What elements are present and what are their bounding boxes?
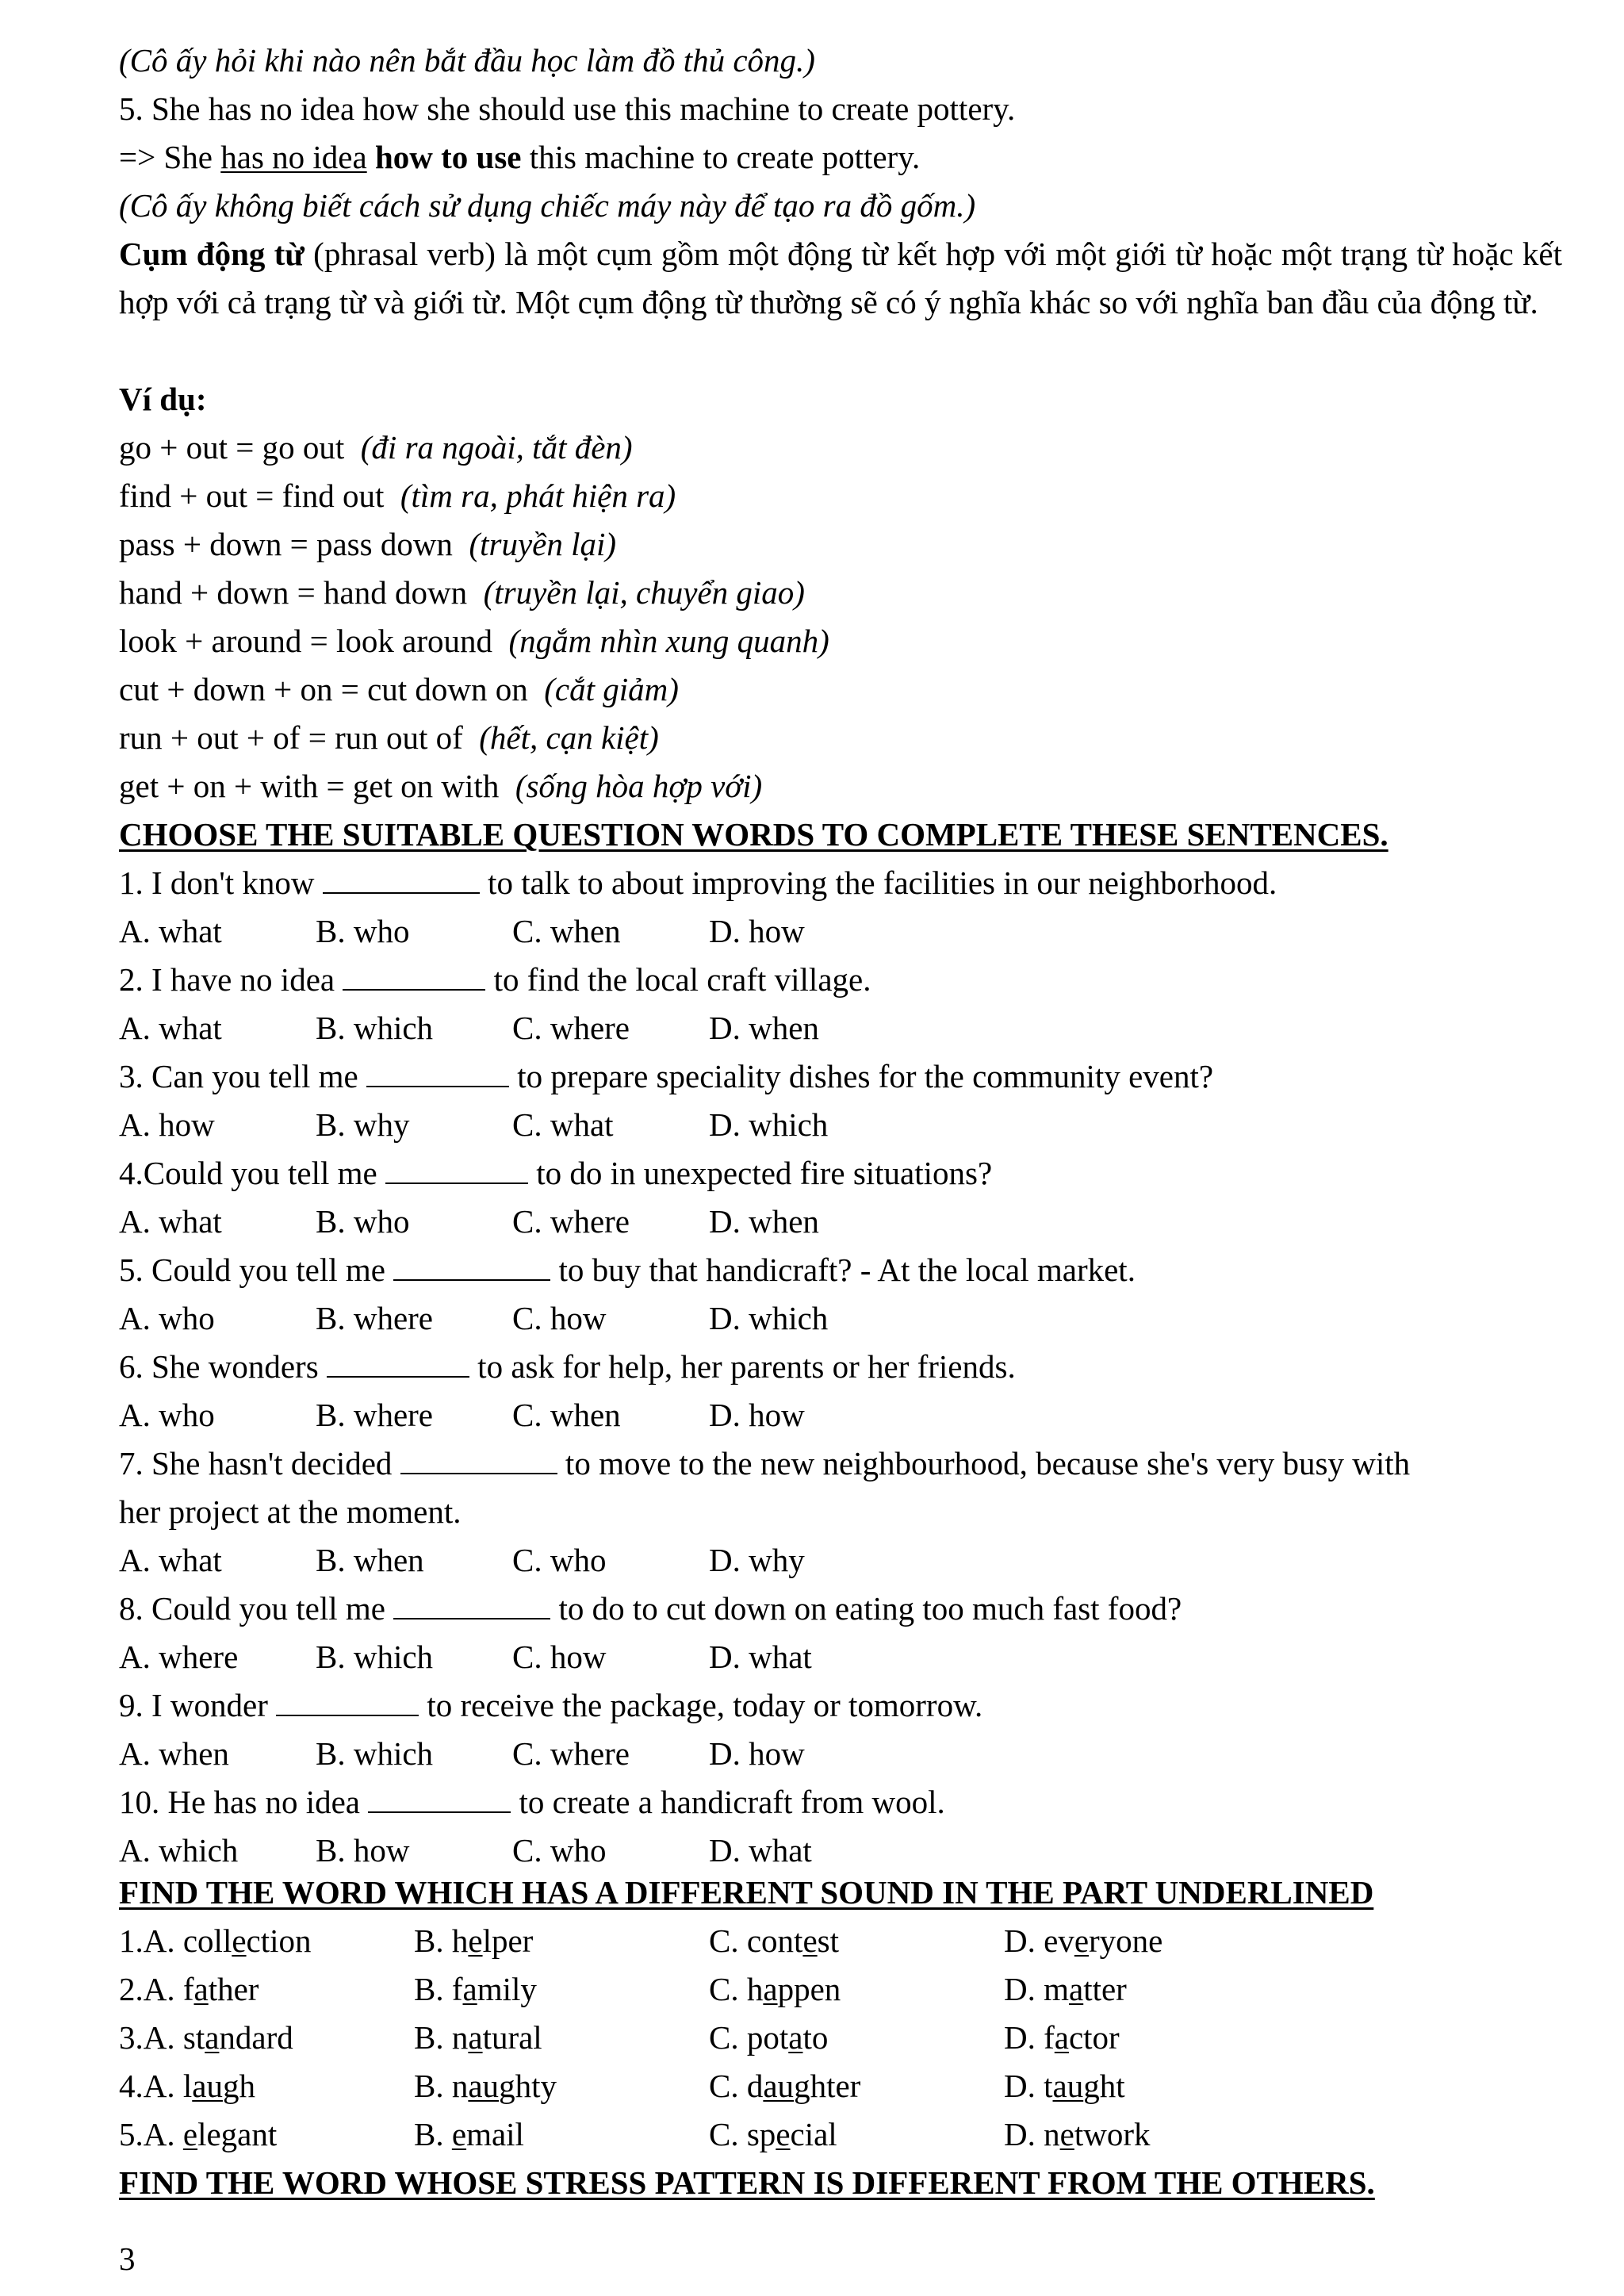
question-stem [119, 1343, 1016, 1391]
answer-option[interactable]: C. when [512, 1397, 621, 1433]
underlined-letters: au [763, 2068, 795, 2104]
example-formula: pass + down = pass down [119, 526, 453, 562]
question-text-start: 1. I don't know [119, 864, 323, 901]
question-text-end: to do to cut down on eating too much fast food? [550, 1590, 1182, 1627]
question-text-end: to receive the package, today or tomorrow. [419, 1687, 983, 1723]
sound-option[interactable] [1004, 1965, 1127, 2014]
question-text-end: to create a handicraft from wool. [511, 1784, 945, 1820]
sound-option[interactable] [709, 2062, 860, 2110]
word-part: gh [222, 2068, 255, 2104]
example-formula: look + around = look around [119, 623, 492, 659]
underlined-letters: e [802, 1922, 818, 1959]
underlined-letters: a [193, 1971, 209, 2007]
question-text-start: 2. I have no idea [119, 961, 343, 998]
sound-option[interactable] [119, 2062, 255, 2110]
answer-option[interactable]: D. when [709, 1203, 819, 1240]
phrasal-example [119, 665, 679, 714]
sound-option[interactable] [119, 1965, 259, 2014]
word-part: 5.A. [119, 2116, 183, 2152]
sound-option[interactable] [1004, 2062, 1125, 2110]
question-text-end: to buy that handicraft? - At the local market. [550, 1251, 1136, 1288]
word-part: legant [197, 2116, 278, 2152]
answer-option[interactable]: C. where [512, 1203, 630, 1240]
word-part: B. n [414, 2068, 469, 2104]
sound-option[interactable] [414, 1965, 537, 2014]
word-part: mail [466, 2116, 524, 2152]
answer-option[interactable]: B. which [316, 1639, 434, 1675]
question-text-end: to find the local craft village. [485, 961, 871, 998]
question-stem [119, 1681, 982, 1730]
word-part: ghter [794, 2068, 861, 2104]
answer-option[interactable]: A. how [119, 1106, 215, 1143]
phrasal-example [119, 472, 676, 520]
word-part: ctor [1068, 2019, 1120, 2056]
question-text-end: to talk to about improving the facilities in our neighborhood. [479, 864, 1277, 901]
answer-option[interactable]: A. what [119, 1010, 222, 1046]
word-part: ryone [1089, 1922, 1163, 1959]
translation-line: (Cô ấy không biết cách sử dụng chiếc máy này để tạo ra đồ gốm.) [119, 187, 976, 224]
answer-option[interactable]: A. who [119, 1300, 215, 1336]
example-meaning: (hết, cạn kiệt) [479, 719, 659, 756]
section-heading-sound: FIND THE WORD WHICH HAS A DIFFERENT SOUND IN THE PART UNDERLINED [119, 1874, 1374, 1911]
word-part: D. ev [1004, 1922, 1074, 1959]
answer-option[interactable]: A. which [119, 1832, 239, 1869]
answer-option[interactable]: D. how [709, 1735, 805, 1772]
answer-option[interactable]: B. which [316, 1735, 434, 1772]
phrasal-example [119, 762, 762, 811]
answer-option[interactable]: A. what [119, 1542, 222, 1578]
sound-option[interactable] [119, 1917, 312, 1965]
example-meaning: (tìm ra, phát hiện ra) [400, 477, 676, 514]
word-part: B. n [414, 2019, 469, 2056]
underlined-letters: e [1074, 1922, 1090, 1959]
word-part: 4.A. l [119, 2068, 193, 2104]
question-stem [119, 1439, 1410, 1488]
page-number: 3 [119, 2240, 136, 2277]
question-text-start: 7. She hasn't decided [119, 1445, 400, 1481]
section-heading-stress: FIND THE WORD WHOSE STRESS PATTERN IS DIFFERENT FROM THE OTHERS. [119, 2164, 1375, 2201]
underlined-letters: au [1052, 2068, 1084, 2104]
underlined-letters: e [451, 2116, 467, 2152]
question-text-start: 4.Could you tell me [119, 1155, 385, 1191]
example-label: Ví dụ: [119, 381, 207, 417]
phrasal-example [119, 617, 829, 665]
answer-option[interactable]: A. what [119, 1203, 222, 1240]
word-part: ther [208, 1971, 259, 2007]
question-text-start: 5. Could you tell me [119, 1251, 394, 1288]
question-text-start: 9. I wonder [119, 1687, 277, 1723]
answer-option[interactable]: B. why [316, 1106, 410, 1143]
question-text-end: to do in unexpected fire situations? [527, 1155, 993, 1191]
word-part: twork [1074, 2116, 1151, 2152]
sound-option[interactable] [414, 2110, 524, 2159]
question-text-end: to ask for help, her parents or her friends. [469, 1348, 1016, 1385]
example-meaning: (đi ra ngoài, tắt đèn) [360, 429, 633, 466]
word-part: ppen [777, 1971, 841, 2007]
answer-option[interactable]: D. what [709, 1832, 812, 1869]
phrasal-example [119, 424, 633, 472]
question-text-continued: her project at the moment. [119, 1493, 462, 1530]
answer-option[interactable]: B. who [316, 913, 410, 949]
answer-option[interactable]: D. when [709, 1010, 819, 1046]
example-formula: run + out + of = run out of [119, 719, 463, 756]
answer-blank[interactable] [276, 1691, 419, 1716]
example-meaning: (truyền lại, chuyển giao) [483, 574, 805, 611]
word-part: C. d [709, 2068, 764, 2104]
rewrite-start: => She [119, 139, 221, 175]
word-part: cial [790, 2116, 837, 2152]
answer-option[interactable]: D. what [709, 1639, 812, 1675]
underlined-letters: e [232, 1922, 247, 1959]
phrasal-example [119, 569, 805, 617]
example-rewrite [119, 133, 920, 182]
phrasal-example [119, 520, 616, 569]
answer-option[interactable]: B. which [316, 1010, 434, 1046]
sound-option[interactable] [1004, 1917, 1162, 1965]
translation-line: (Cô ấy hỏi khi nào nên bắt đầu học làm đồ thủ công.) [119, 42, 815, 79]
sound-option[interactable] [709, 2014, 828, 2062]
underlined-letters: e [776, 2116, 791, 2152]
word-part: tter [1083, 1971, 1127, 2007]
example-formula: hand + down = hand down [119, 574, 468, 611]
word-part: B. [414, 2116, 452, 2152]
word-part: B. f [414, 1971, 463, 2007]
answer-blank[interactable] [393, 1255, 550, 1281]
underlined-phrase: has no idea [220, 139, 367, 175]
sound-option[interactable] [119, 2110, 277, 2159]
underlined-letters: au [192, 2068, 223, 2104]
sound-option[interactable] [709, 2110, 837, 2159]
underlined-letters: e [182, 2116, 198, 2152]
question-text-end: to move to the new neighbourhood, because she's very busy with [557, 1445, 1411, 1481]
question-stem [119, 1778, 945, 1826]
example-meaning: (ngắm nhìn xung quanh) [508, 623, 829, 659]
sound-option[interactable] [709, 1965, 841, 2014]
word-part: lper [482, 1922, 534, 1959]
word-part: ghty [499, 2068, 557, 2104]
word-part: 1.A. coll [119, 1922, 232, 1959]
sound-option[interactable] [414, 2014, 542, 2062]
sound-option[interactable] [1004, 2014, 1120, 2062]
underlined-letters: a [1069, 1971, 1084, 2007]
answer-option[interactable]: A. where [119, 1639, 239, 1675]
word-part: D. f [1004, 2019, 1055, 2056]
question-stem [119, 956, 871, 1004]
question-stem [119, 859, 1277, 907]
word-part: ght [1083, 2068, 1125, 2104]
word-part: 2.A. f [119, 1971, 194, 2007]
answer-option[interactable]: D. which [709, 1106, 829, 1143]
word-part: tural [482, 2019, 542, 2056]
question-text-end: to prepare speciality dishes for the community event? [509, 1058, 1214, 1094]
underlined-letters: a [1054, 2019, 1069, 2056]
sound-option[interactable] [709, 1917, 839, 1965]
underlined-letters: e [1059, 2116, 1074, 2152]
word-part: D. n [1004, 2116, 1060, 2152]
sound-option[interactable] [414, 1917, 533, 1965]
answer-option[interactable]: B. how [316, 1832, 410, 1869]
answer-option[interactable]: C. how [512, 1300, 607, 1336]
answer-option[interactable]: C. when [512, 913, 621, 949]
example-meaning: (cắt giảm) [544, 671, 679, 707]
answer-blank[interactable] [327, 1352, 469, 1378]
question-text-start: 10. He has no idea [119, 1784, 369, 1820]
answer-option[interactable]: C. where [512, 1010, 630, 1046]
answer-blank[interactable] [393, 1594, 550, 1619]
question-stem [119, 1246, 1136, 1294]
answer-blank[interactable] [366, 1062, 509, 1087]
answer-option[interactable]: C. how [512, 1639, 607, 1675]
underlined-letters: au [468, 2068, 500, 2104]
example-formula: get + on + with = get on with [119, 768, 500, 804]
question-stem [119, 1585, 1182, 1633]
answer-option[interactable]: B. who [316, 1203, 410, 1240]
word-part: B. h [414, 1922, 469, 1959]
answer-option[interactable]: D. which [709, 1300, 829, 1336]
underlined-letters: a [788, 2019, 803, 2056]
answer-option[interactable]: B. when [316, 1542, 424, 1578]
word-part: ndard [219, 2019, 293, 2056]
word-part: st [817, 1922, 839, 1959]
question-stem [119, 1052, 1213, 1101]
answer-blank[interactable] [400, 1449, 557, 1474]
word-part: C. pot [709, 2019, 789, 2056]
question-text-start: 6. She wonders [119, 1348, 327, 1385]
sound-option[interactable] [1004, 2110, 1150, 2159]
answer-option[interactable]: A. what [119, 913, 222, 949]
answer-option[interactable]: C. where [512, 1735, 630, 1772]
bold-phrase: how to use [374, 139, 522, 175]
example-sentence: 5. She has no idea how she should use this machine to create pottery. [119, 90, 1016, 127]
answer-option[interactable]: B. where [316, 1397, 434, 1433]
word-part: D. m [1004, 1971, 1069, 2007]
question-text-start: 3. Can you tell me [119, 1058, 367, 1094]
question-stem [119, 1149, 992, 1198]
underlined-letters: a [462, 1971, 477, 2007]
answer-option[interactable]: D. why [709, 1542, 805, 1578]
underlined-letters: a [205, 2019, 220, 2056]
underlined-letters: a [763, 1971, 778, 2007]
word-part: mily [477, 1971, 537, 2007]
word-part: C. sp [709, 2116, 776, 2152]
answer-option[interactable]: D. how [709, 913, 805, 949]
answer-blank[interactable] [368, 1788, 511, 1813]
answer-option[interactable]: A. when [119, 1735, 229, 1772]
phrasal-verb-definition [119, 230, 1562, 327]
section-heading-question-words: CHOOSE THE SUITABLE QUESTION WORDS TO COMPLETE THESE SENTENCES. [119, 816, 1388, 853]
underlined-letters: e [468, 1922, 483, 1959]
answer-option[interactable]: C. who [512, 1542, 607, 1578]
word-part: 3.A. st [119, 2019, 205, 2056]
example-formula: go + out = go out [119, 429, 345, 466]
example-meaning: (truyền lại) [469, 526, 617, 562]
underlined-letters: a [468, 2019, 483, 2056]
answer-option[interactable]: C. who [512, 1832, 607, 1869]
example-formula: find + out = find out [119, 477, 385, 514]
answer-option[interactable]: C. what [512, 1106, 614, 1143]
word-part: C. cont [709, 1922, 803, 1959]
question-text-start: 8. Could you tell me [119, 1590, 394, 1627]
phrasal-example [119, 714, 659, 762]
answer-blank[interactable] [343, 965, 485, 991]
word-part: ction [246, 1922, 312, 1959]
word-part: C. h [709, 1971, 764, 2007]
answer-blank[interactable] [385, 1159, 528, 1184]
answer-option[interactable]: D. how [709, 1397, 805, 1433]
example-meaning: (sống hòa hợp với) [515, 768, 763, 804]
answer-blank[interactable] [323, 868, 480, 894]
sound-option[interactable] [119, 2014, 293, 2062]
answer-option[interactable]: B. where [316, 1300, 434, 1336]
answer-option[interactable]: A. who [119, 1397, 215, 1433]
word-part: to [802, 2019, 829, 2056]
rewrite-end: this machine to create pottery. [521, 139, 921, 175]
example-formula: cut + down + on = cut down on [119, 671, 528, 707]
phrasal-verb-term: Cụm động từ [119, 236, 304, 272]
word-part: D. t [1004, 2068, 1053, 2104]
sound-option[interactable] [414, 2062, 557, 2110]
definition-text: (phrasal verb) là một cụm gồm một động từ kết hợp với một giới từ hoặc một trạng từ hoặc kết hợp với cả trạng từ và giới từ. Một cụm động từ thường sẽ có ý nghĩa khác so với nghĩa ban đầu của động từ. [119, 236, 1562, 320]
